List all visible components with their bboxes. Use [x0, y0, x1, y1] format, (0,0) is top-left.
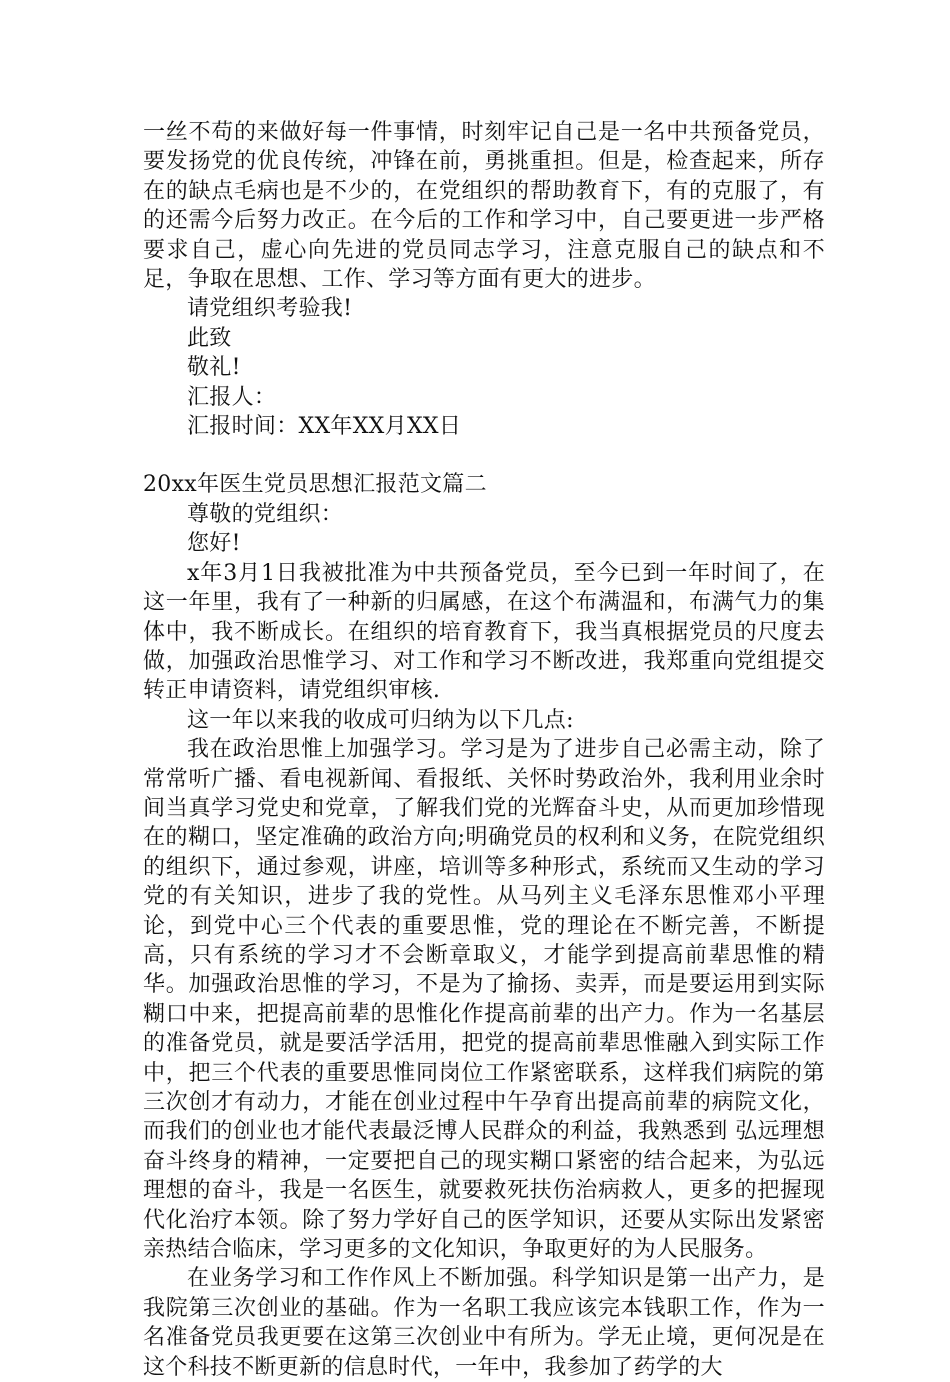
salutation-cizhi: 此致 — [187, 325, 232, 351]
paragraph-closing-reflection: 一丝不苟的来做好每一件事情，时刻牢记自己是一名中共预备党员，要发扬党的优良传统，冲锋在前，勇挑重担。但是，检查起来，所存在的缺点毛病也是不少的，在党组织的帮助教育下，有的克服了，有的还需今后努力改正。在今后的工作和学习中，自己要更进一步严格要求自己，虚心向先进的党员同志学习，注意克服自己的缺点和不足，争取在思想、工作、学习等方面有更大的进步。 — [143, 120, 825, 293]
section-title: 20xx年医生党员思想汇报范文篇二 — [143, 472, 487, 498]
paragraph-political-study: 我在政治思惟上加强学习。学习是为了进步自己必需主动，除了常常听广播、看电视新闻、看报纸、关怀时势政治外，我利用业余时间当真学习党史和党章，了解我们党的光辉奋斗史，从而更加珍惜现在的糊口，坚定准确的政治方向;明确党员的权利和义务，在院党组织的组织下，通过参观，讲座，培训等多种形式，系统而又生动的学习党的有关知识，进步了我的党性。从马列主义毛泽东思惟邓小平理论，到党中心三个代表的重要思惟，党的理论在不断完善，不断提高，只有系统的学习才不会断章取义，才能学到提高前辈思惟的精华。加强政治思惟的学习，不是为了揄扬、卖弄，而是要运用到实际糊口中来，把提高前辈的思惟化作提高前辈的出产力。作为一名基层的准备党员，就是要活学活用，把党的提高前辈思惟融入到实际工作中，把三个代表的重要思惟同岗位工作紧密联系，这样我们病院的第三次创才有动力，才能在创业过程中午孕育出提高前辈的病院文化，而我们的创业也才能代表最泛博人民群众的利益，我熟悉到 弘远理想 奋斗终身的精神，一定要把自己的现实糊口紧密的结合起来，为弘远理想的奋斗，我是一名医生，就要救死扶伤治病救人，更多的把握现代化治疗本领。除了努力学好自己的医学知识，还要从实际出发紧密亲热结合临床，学习更多的文化知识，争取更好的为人民服务。 — [143, 737, 825, 1263]
reporter-line: 汇报人： — [187, 384, 277, 410]
report-date-line: 汇报时间：XX年XX月XX日 — [187, 414, 462, 440]
paragraph-introduction: x年3月1日我被批准为中共预备党员，至今已到一年时间了，在这一年里，我有了一种新的归属感，在这个布满温和，布满气力的集体中，我不断成长。在组织的培育教育下，我当真根据党员的尺度去做，加强政治思惟学习、对工作和学习不断改进，我郑重向党组提交转正申请资料，请党组织审核. — [143, 560, 825, 704]
paragraph-request-review: 请党组织考验我! — [187, 296, 353, 322]
section-spacer — [143, 441, 825, 470]
salutation-jingli: 敬礼! — [187, 355, 241, 381]
paragraph-summary-intro: 这一年以来我的收成可归纳为以下几点: — [187, 707, 574, 733]
greeting-dear-organization: 尊敬的党组织： — [187, 501, 344, 527]
paragraph-professional-study: 在业务学习和工作作风上不断加强。科学知识是第一出产力，是我院第三次创业的基础。作为一名职工我应该完本钱职工作，作为一名准备党员我更要在这第三次创业中有所为。学无止境，更何况是在这个科技不断更新的信息时代，一年中，我参加了药学的大 — [143, 1266, 825, 1380]
document-body — [143, 118, 825, 1382]
greeting-hello: 您好! — [187, 531, 241, 557]
